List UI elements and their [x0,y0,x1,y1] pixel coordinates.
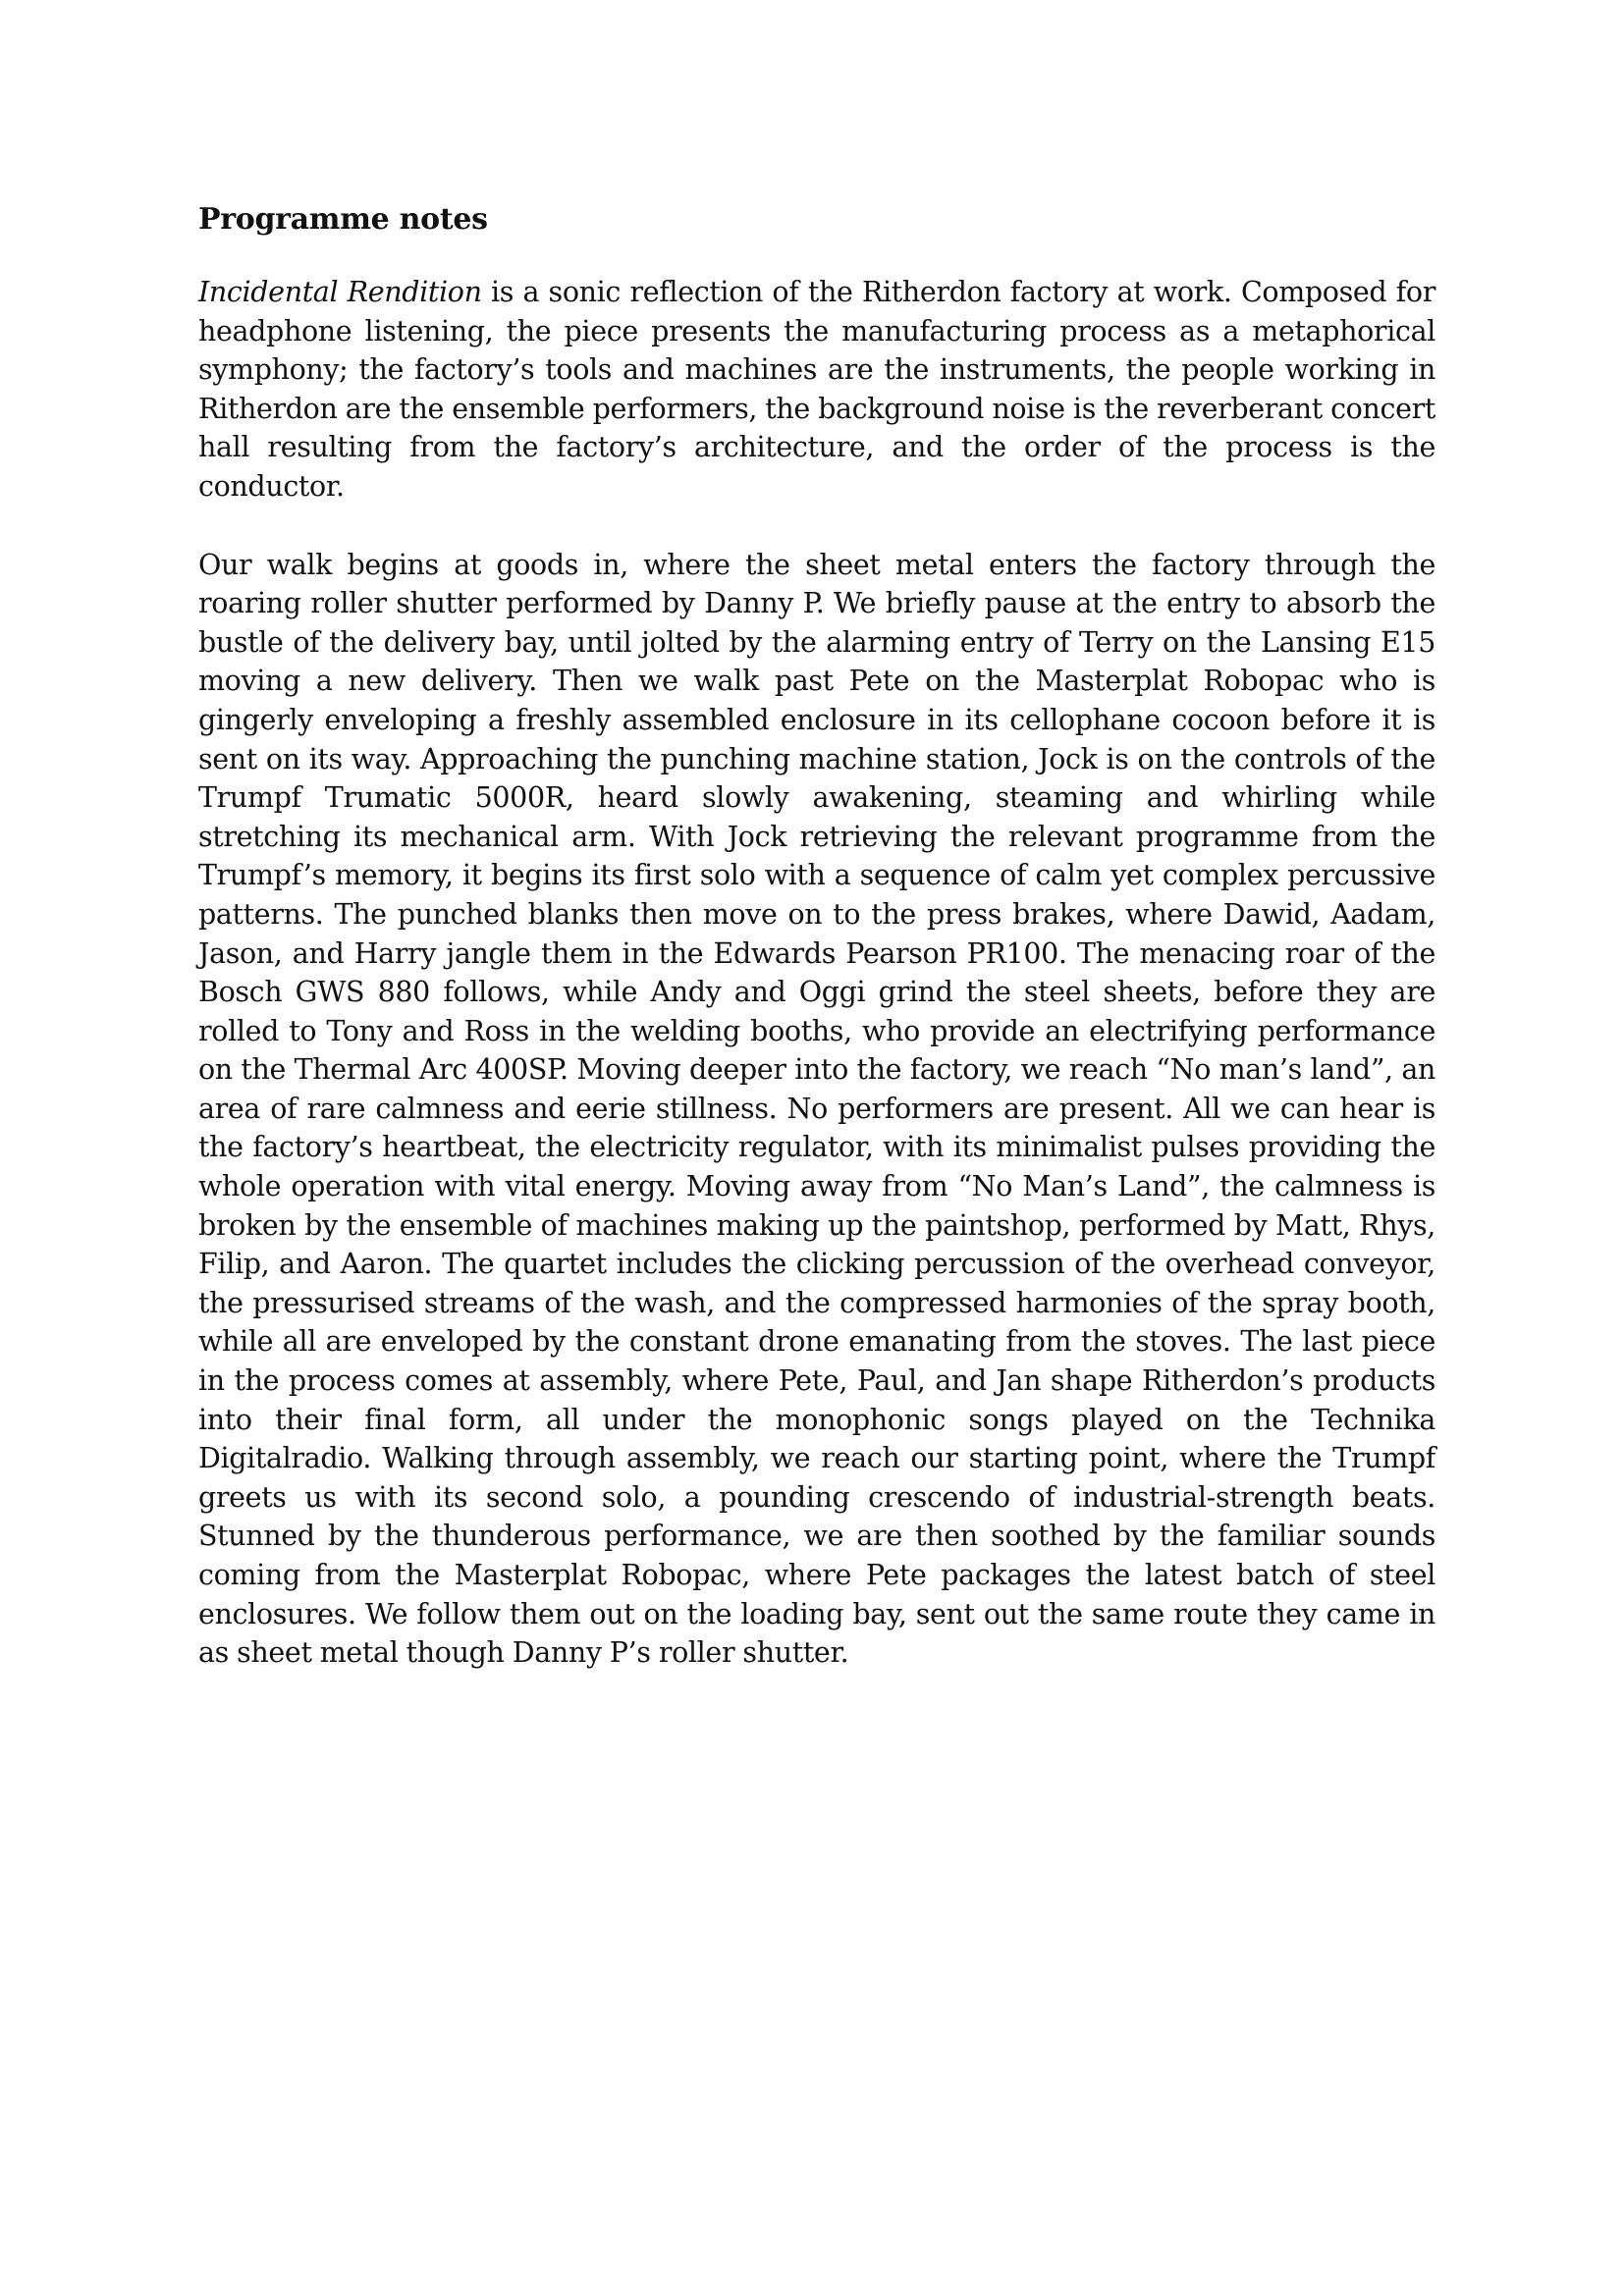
piece-title: Incidental Rendition [198,276,482,308]
document-page [198,196,1435,1712]
walkthrough-paragraph: Our walk begins at goods in, where the sheet metal enters the factory through the roaring roller shutter performed by Danny P. We briefly pause at the entry to absorb the bustle of the delivery bay, until jolted by the alarming entry of Terry on the Lansing E15 moving a new delivery. Then we walk past Pete on the Masterplat Robopac who is gingerly enveloping a freshly assembled enclosure in its cellophane cocoon before it is sent on its way. Approaching the punching machine station, Jock is on the controls of the Trumpf Trumatic 5000R, heard slowly awakening, steaming and whirling while stretching its mechanical arm. With Jock retrieving the relevant programme from the Trumpf’s memory, it begins its first solo with a sequence of calm yet complex percussive patterns. The punched blanks then move on to the press brakes, where Dawid, Aadam, Jason, and Harry jangle them in the Edwards Pearson PR100. The menacing roar of the Bosch GWS 880 follows, while Andy and Oggi grind the steel sheets, before they are rolled to Tony and Ross in the welding booths, who provide an electrifying performance on the Thermal Arc 400SP. Moving deeper into the factory, we reach “No man’s land”, an area of rare calmness and eerie stillness. No performers are present. All we can hear is the factory’s heartbeat, the electricity regulator, with its minimalist pulses providing the whole operation with vital energy. Moving away from “No Man’s Land”, the calmness is broken by the ensemble of machines making up the paintshop, performed by Matt, Rhys, Filip, and Aaron. The quartet includes the clicking percussion of the overhead conveyor, the pressurised streams of the wash, and the compressed harmonies of the spray booth, while all are enveloped by the constant drone emanating from the stoves. The last piece in the process comes at assembly, where Pete, Paul, and Jan shape Ritherdon’s products into their final form, all under the monophonic songs played on the Technika Digitalradio. Walking through assembly, we reach our starting point, where the Trumpf greets us with its second solo, a pounding crescendo of industrial-strength beats. Stunned by the thunderous performance, we are then soothed by the familiar sounds coming from the Masterplat Robopac, where Pete packages the latest batch of steel enclosures. We follow them out on the loading bay, sent out the same route they came in as sheet metal though Danny P’s roller shutter. [198,548,1435,1670]
page-heading: Programme notes [198,202,488,237]
intro-paragraph-text: is a sonic reflection of the Ritherdon factory at work. Composed for headphone listening, the piece presents the manufacturing process as a metaphorical symphony; the factory’s tools and machines are the instruments, the people working in Ritherdon are the ensemble performers, the background noise is the reverberant concert hall resulting from the factory’s architecture, and the order of the process is the conductor. [198,276,1435,503]
intro-paragraph [198,273,1435,507]
